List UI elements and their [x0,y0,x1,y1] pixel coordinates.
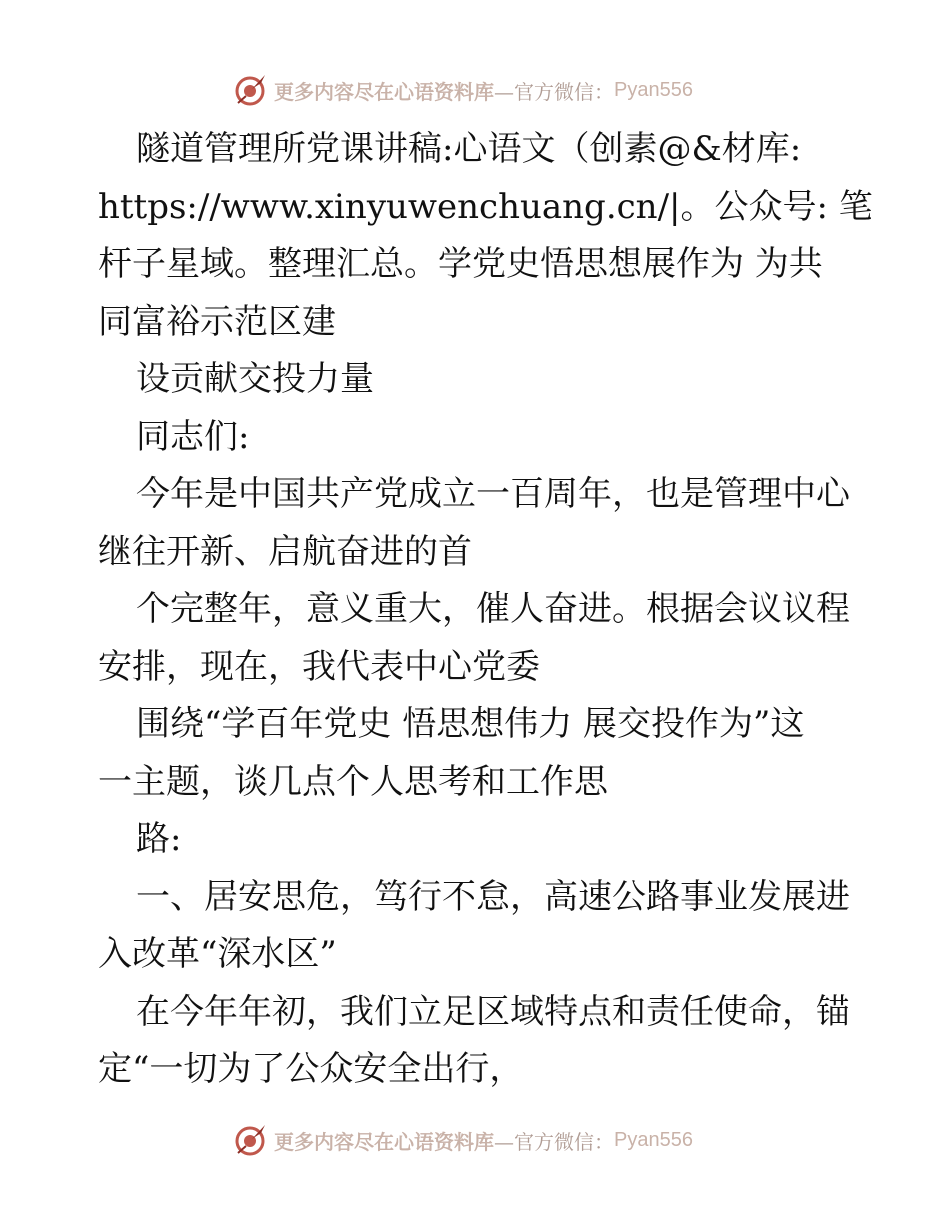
header-watermark [232,70,752,110]
watermark-wechat-id: Pyan556 [614,1128,693,1151]
body-line: https://www.xinyuwenchuang.cn/|。公众号: 笔 [98,186,873,227]
body-line: 继往开新、启航奋进的首 [98,531,472,572]
footer-watermark [232,1120,752,1160]
watermark-wechat-id: Pyan556 [614,78,693,101]
body-line: 定“一切为了公众安全出行， [98,1049,524,1089]
body-line: 隧道管理所党课讲稿:心语文（创素@&材库: [136,129,802,169]
body-line: 一主题，谈几点个人思考和工作思 [98,761,608,802]
watermark-separator-text: —官方微信： [494,1129,614,1154]
body-line: 围绕“学百年党史 悟思想伟力 展交投作为”这 [136,704,805,744]
body-line: 在今年年初，我们立足区域特点和责任使命，锚 [136,991,850,1032]
body-line: 一、居安思危，笃行不怠，高速公路事业发展进 [136,876,850,917]
quill-logo-icon [232,72,268,108]
body-line: 同富裕示范区建 [98,301,336,342]
body-line: 安排，现在，我代表中心党委 [98,646,540,687]
quill-logo-icon [232,1122,268,1158]
watermark-main-text: 更多内容尽在心语资料库 [274,79,494,104]
body-line: 路: [136,819,182,859]
body-line: 入改革“深水区” [98,934,337,974]
body-line: 杆子星域。整理汇总。学党史悟思想展作为 为共 [98,244,823,284]
watermark-separator-text: —官方微信： [494,79,614,104]
body-line: 个完整年，意义重大，催人奋进。根据会议议程 [136,589,850,629]
body-line: 今年是中国共产党成立一百周年，也是管理中心 [136,474,850,514]
body-line: 同志们: [136,416,250,457]
document-body [98,121,898,1099]
body-line: 设贡献交投力量 [136,359,374,399]
watermark-main-text: 更多内容尽在心语资料库 [274,1129,494,1154]
